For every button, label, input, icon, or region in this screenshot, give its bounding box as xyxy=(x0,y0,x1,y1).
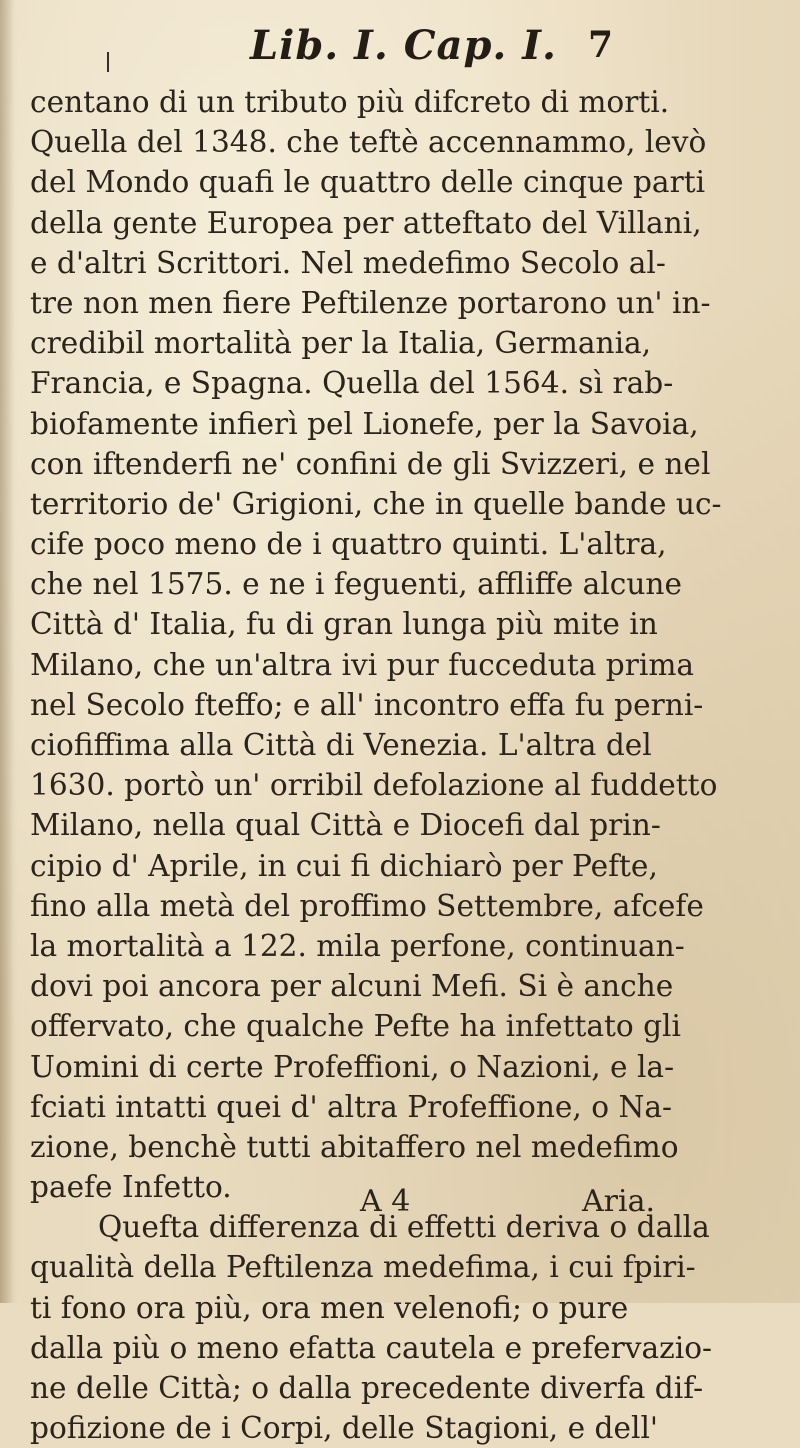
body-text xyxy=(30,82,790,1448)
page-footer xyxy=(0,1184,800,1226)
text-line: nel Secolo fteffo; e all' incontro effa fu perni- xyxy=(30,687,704,722)
text-line: Uomini di certe Profeffioni, o Nazioni, e la- xyxy=(30,1049,675,1084)
text-line: biofamente infierì pel Lionefe, per la Savoia, xyxy=(30,406,699,441)
text-line: qualità della Peftilenza medefima, i cui fpiri- xyxy=(30,1250,696,1285)
text-line: fino alla metà del proffimo Settembre, afcefe xyxy=(30,888,704,923)
text-line: la mortalità a 122. mila perfone, continuan- xyxy=(30,928,685,963)
text-line: paefe Infetto. xyxy=(30,1170,232,1205)
text-line: dovi poi ancora per alcuni Mefi. Si è anche xyxy=(30,969,674,1004)
text-line: cipio d' Aprile, in cui fi dichiarò per Pefte, xyxy=(30,848,658,883)
text-line: della gente Europea per atteftato del Villani, xyxy=(30,205,702,240)
text-line: tre non men fiere Peftilenze portarono un' in- xyxy=(30,285,711,320)
page-header xyxy=(0,14,800,74)
text-line: dalla più o meno efatta cautela e prefervazio- xyxy=(30,1330,713,1365)
signature-mark: A 4 xyxy=(360,1184,411,1219)
text-line: centano di un tributo più difcreto di morti. xyxy=(30,85,670,119)
text-line: credibil mortalità per la Italia, Germania, xyxy=(30,326,652,361)
text-line: ti fono ora più, ora men velenofi; o pure xyxy=(30,1290,629,1325)
text-line: ciofiffima alla Città di Venezia. L'altra del xyxy=(30,728,652,762)
text-line: e d'altri Scrittori. Nel medefimo Secolo al- xyxy=(30,245,666,280)
text-line: offervato, che qualche Pefte ha infettato gli xyxy=(30,1009,681,1044)
text-line: zione, benchè tutti abitaffero nel medefimo xyxy=(30,1129,679,1164)
text-line: ne delle Città; o dalla precedente diverfa dif- xyxy=(30,1371,704,1405)
text-line: cife poco meno de i quattro quinti. L'altra, xyxy=(30,527,667,562)
text-line: Città d' Italia, fu di gran lunga più mite in xyxy=(30,607,658,642)
text-line: Francia, e Spagna. Quella del 1564. sì rab- xyxy=(30,366,674,401)
text-line: Milano, nella qual Città e Diocefi dal prin- xyxy=(30,808,661,843)
running-title: Lib. I. Cap. I. xyxy=(250,22,557,69)
text-line: 1630. portò un' orribil defolazione al fuddetto xyxy=(30,768,718,803)
paragraph-start-line: Quefta differenza di effetti deriva o dalla xyxy=(98,1210,710,1245)
gutter-shadow xyxy=(0,0,14,1303)
text-line: fciati intatti quei d' altra Profeffione, o Na- xyxy=(30,1089,672,1124)
text-line: del Mondo quafi le quattro delle cinque parti xyxy=(30,165,706,200)
margin-mark xyxy=(107,52,109,72)
text-line: che nel 1575. e ne i feguenti, affliffe alcune xyxy=(30,567,682,602)
catchword: Aria. xyxy=(582,1184,656,1219)
page-number: 7 xyxy=(588,24,614,66)
text-line: Milano, che un'altra ivi pur fucceduta prima xyxy=(30,647,695,682)
text-line: Quella del 1348. che teftè accennammo, levò xyxy=(30,125,707,160)
text-line: territorio de' Grigioni, che in quelle bande uc- xyxy=(30,486,722,521)
text-line: con iftenderfi ne' confini de gli Svizzeri, e nel xyxy=(30,446,711,481)
text-line: pofizione de i Corpi, delle Stagioni, e dell' xyxy=(30,1411,659,1446)
